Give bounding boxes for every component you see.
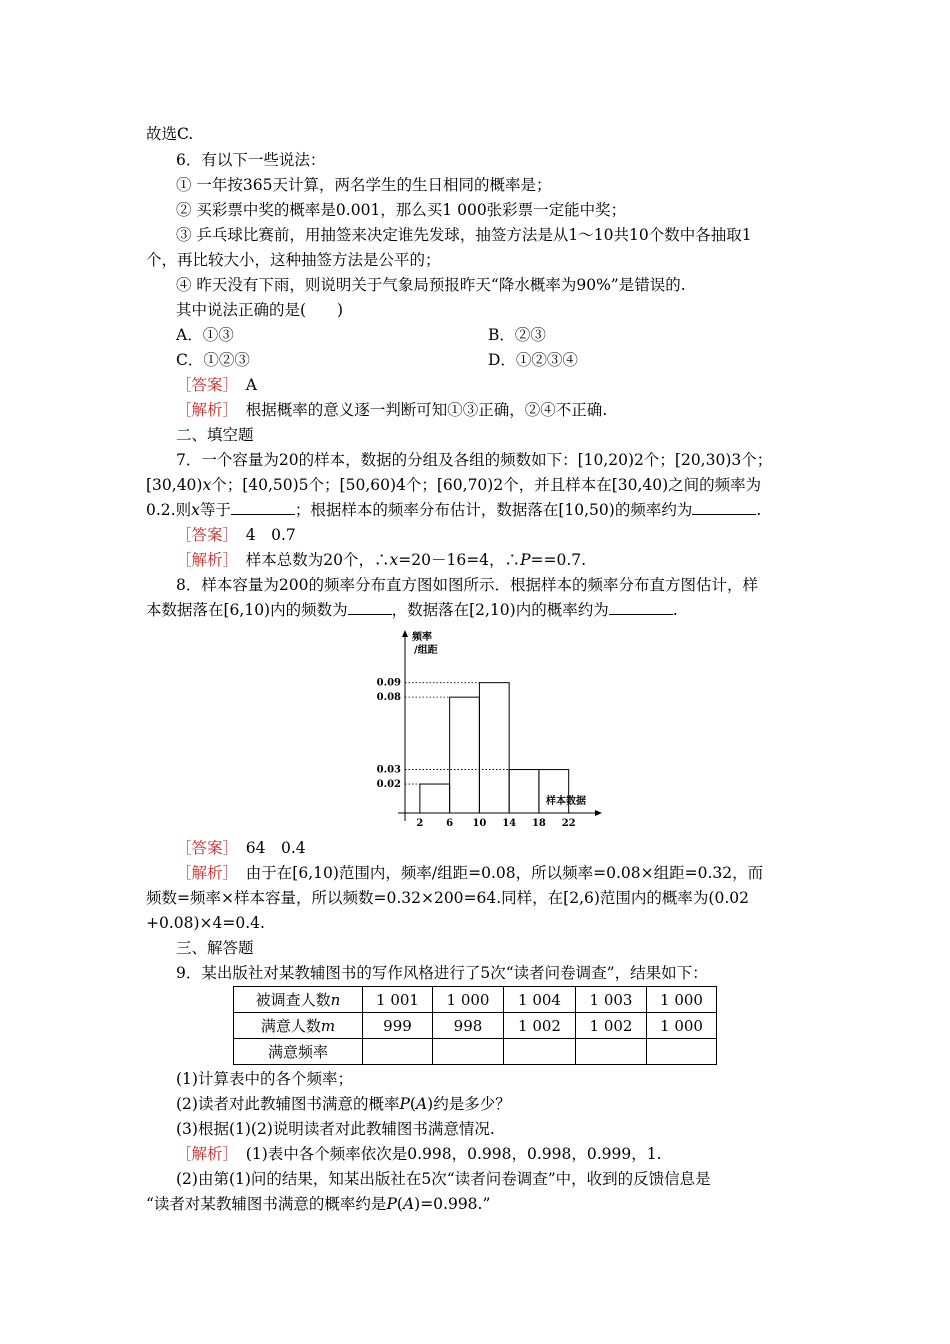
histogram-bar — [450, 697, 480, 813]
answer-tag: ［答案］ — [176, 376, 231, 394]
q9-text: )约是多少？ — [427, 1095, 511, 1113]
frequency-histogram — [376, 628, 606, 828]
x-tick-label: 10 — [472, 818, 487, 828]
table-cell: 1 002 — [576, 1013, 647, 1039]
q9-explanation-1 — [176, 1144, 662, 1164]
q7-text: . — [756, 501, 762, 519]
table-cell: 1 000 — [647, 987, 717, 1013]
q8-line-1: 8．样本容量为200的频率分布直方图如图所示．根据样本的频率分布直方图估计，样 — [176, 576, 758, 594]
q6-explanation — [176, 400, 607, 420]
q8-text: 本数据落在[6,10)内的频数为 — [146, 601, 348, 619]
table-row — [234, 987, 717, 1013]
explanation-text: (1)表中各个频率依次是0.998，0.998，0.998，0.999，1. — [245, 1145, 662, 1163]
section-2-title: 二、填空题 — [176, 426, 254, 444]
answer-blank[interactable] — [609, 600, 673, 615]
table-cell: 1 002 — [504, 1013, 576, 1039]
var-m: m — [320, 1017, 336, 1035]
var-p: P — [520, 551, 531, 569]
y-axis-arrow — [402, 630, 408, 637]
answer-blank[interactable] — [231, 500, 295, 515]
q6-statement-2: ② 买彩票中奖的概率是0.001，那么买1 000张彩票一定能中奖； — [176, 201, 627, 219]
q6-option-a: A．①③ — [176, 326, 234, 344]
explanation-text: ==0.7. — [530, 551, 587, 569]
table-cell: 999 — [363, 1013, 433, 1039]
x-tick-label: 6 — [446, 818, 454, 828]
y-tick-label: 0.02 — [376, 779, 401, 791]
explanation-tag: ［解析］ — [176, 551, 231, 569]
q9-part-3: (3)根据(1)(2)说明读者对此教辅图书满意情况. — [176, 1120, 495, 1138]
table-row — [234, 1039, 717, 1065]
q9-stem: 9．某出版社对某教辅图书的写作风格进行了5次“读者问卷调查”，结果如下： — [176, 964, 708, 982]
answer-text: 4 0.7 — [245, 526, 296, 544]
q8-text: ，数据落在[2,10)内的概率约为 — [391, 601, 609, 619]
q7-line-2 — [146, 475, 761, 495]
explanation-tag: ［解析］ — [176, 401, 231, 419]
q7-line-1: 7．一个容量为20的样本，数据的分组及各组的频数如下：[10,20)2个；[20,30)3个； — [176, 451, 773, 469]
q9-text: ( — [409, 1095, 416, 1113]
y-tick-label: 0.08 — [376, 692, 401, 704]
y-tick-label: 0.03 — [376, 764, 401, 776]
var-a: A — [415, 1095, 428, 1113]
q7-var-x: x — [191, 501, 200, 519]
q7-text: 个；[40,50)5个；[50,60)4个；[60,70)2个，并且样本在[30,40)之间的频率为 — [211, 476, 762, 494]
histogram-bar — [479, 683, 509, 813]
explanation-text: 由于在[6,10)范围内，频率/组距=0.08，所以频率=0.08×组距=0.32，而 — [245, 864, 764, 882]
table-cell: 1 004 — [504, 987, 576, 1013]
x-tick-label: 14 — [502, 818, 517, 828]
table-cell-empty — [363, 1039, 433, 1065]
q6-ask: 其中说法正确的是( ) — [176, 301, 344, 319]
table-cell: 1 003 — [576, 987, 647, 1013]
table-cell: 1 000 — [647, 1013, 717, 1039]
q6-statement-3b: 个，再比较大小，这种抽签方法是公平的； — [146, 251, 441, 269]
row-label: 满意频率 — [234, 1039, 363, 1065]
answer-text: A — [245, 376, 257, 394]
var-x: x — [389, 551, 399, 569]
q6-stem: 6．有以下一些说法： — [176, 151, 326, 169]
table-cell: 1 001 — [363, 987, 433, 1013]
explanation-text: =20－16=4，∴ — [398, 551, 521, 569]
q9-explanation-2: (2)由第(1)问的结果，知某出版社在5次“读者问卷调查”中，收到的反馈信息是 — [176, 1170, 711, 1188]
q6-option-c: C．①②③ — [176, 351, 250, 369]
q9-text: (2)读者对此教辅图书满意的概率 — [176, 1095, 400, 1113]
q7-text: 0.2.则 — [146, 501, 192, 519]
explanation-text: 根据概率的意义逐一判断可知①③正确，②④不正确. — [245, 401, 608, 419]
row-label — [234, 987, 363, 1013]
table-cell: 1 000 — [433, 987, 504, 1013]
explanation-tag: ［解析］ — [176, 864, 231, 882]
table-cell-empty — [647, 1039, 717, 1065]
q6-statement-1: ① 一年按365天计算，两名学生的生日相同的概率是； — [176, 176, 552, 194]
q8-line-2 — [146, 600, 678, 620]
label-text: 满意人数 — [260, 1017, 321, 1035]
q8-explanation-2: 频数=频率×样本容量，所以频数=0.32×200=64.同样，在[2,6)范围内的概率为(0.02 — [146, 889, 749, 907]
answer-blank[interactable] — [348, 600, 392, 615]
q7-line-3 — [146, 500, 761, 520]
row-label — [234, 1013, 363, 1039]
q8-answer — [176, 838, 306, 858]
x-tick-label: 22 — [561, 818, 576, 828]
answer-text: 64 0.4 — [245, 839, 306, 857]
explanation-text: 样本总数为20个，∴ — [245, 551, 390, 569]
q6-answer — [176, 375, 257, 395]
q7-answer — [176, 525, 296, 545]
label-text: 被调查人数 — [255, 991, 331, 1009]
var-n: n — [330, 991, 341, 1009]
q6-option-d: D．①②③④ — [488, 351, 578, 369]
x-tick-label: 2 — [416, 818, 424, 828]
explanation-text: ( — [396, 1195, 403, 1213]
x-tick-label: 18 — [531, 818, 546, 828]
table-cell-empty — [504, 1039, 576, 1065]
q8-explanation-1 — [176, 863, 763, 883]
q6-option-b: B．②③ — [488, 326, 546, 344]
q7-text: ；根据样本的频率分布估计，数据落在[10,50)的频率约为 — [294, 501, 693, 519]
y-tick-label: 0.09 — [376, 677, 401, 689]
q6-statement-3a: ③ 乒乓球比赛前，用抽签来决定谁先发球，抽签方法是从1～10共10个数中各抽取1 — [176, 226, 752, 244]
explanation-text: )=0.998.” — [414, 1195, 491, 1213]
var-p: P — [386, 1195, 397, 1213]
survey-table — [233, 986, 717, 1065]
x-axis-arrow — [595, 810, 602, 816]
q8-text: . — [672, 601, 678, 619]
histogram-bar — [420, 784, 450, 813]
q9-part-1: (1)计算表中的各个频率； — [176, 1070, 353, 1088]
intro-line: 故选C. — [146, 125, 194, 143]
section-3-title: 三、解答题 — [176, 939, 254, 957]
q7-text: 等于 — [199, 501, 231, 519]
explanation-tag: ［解析］ — [176, 1145, 231, 1163]
table-cell: 998 — [433, 1013, 504, 1039]
var-a: A — [402, 1195, 415, 1213]
y-axis-label-top: 频率 — [412, 632, 432, 643]
q6-statement-4: ④ 昨天没有下雨，则说明关于气象局预报昨天“降水概率为90%”是错误的. — [176, 276, 686, 294]
x-axis-label: 样本数据 — [546, 796, 586, 807]
q7-explanation — [176, 550, 586, 570]
answer-tag: ［答案］ — [176, 526, 231, 544]
table-cell-empty — [576, 1039, 647, 1065]
q8-explanation-3: +0.08)×4=0.4. — [146, 914, 265, 932]
q7-var-x: x — [202, 476, 212, 494]
histogram-bar — [509, 770, 539, 813]
q9-explanation-3 — [146, 1194, 490, 1214]
q7-text: [30,40) — [146, 476, 203, 494]
y-axis-label-bottom: /组距 — [414, 645, 438, 656]
explanation-text: “读者对某教辅图书满意的概率约是 — [146, 1195, 387, 1213]
q9-part-2 — [176, 1094, 511, 1114]
table-cell-empty — [433, 1039, 504, 1065]
table-row — [234, 1013, 717, 1039]
answer-blank[interactable] — [692, 500, 756, 515]
answer-tag: ［答案］ — [176, 839, 231, 857]
var-p: P — [399, 1095, 410, 1113]
